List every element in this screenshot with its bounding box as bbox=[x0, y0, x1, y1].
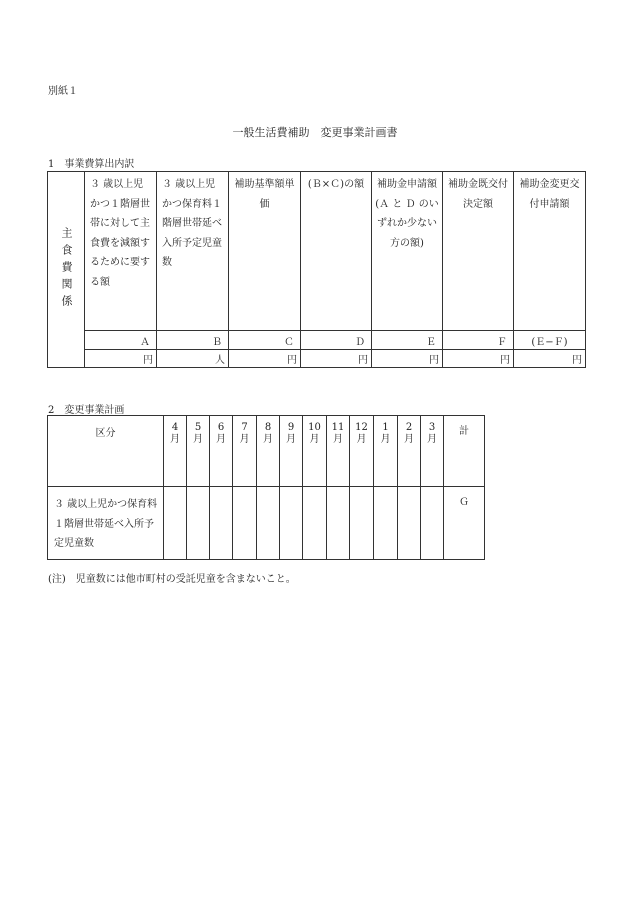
column-header-d: (Ｂ×Ｃ)の額 bbox=[301, 172, 372, 331]
section2-title: 2 変更事業計画 bbox=[48, 405, 125, 416]
month-header-1: 1 月 bbox=[374, 416, 398, 487]
month-header-9: 9 月 bbox=[280, 416, 303, 487]
month-cell bbox=[187, 487, 210, 560]
unit-cell-e: 円 bbox=[372, 350, 443, 368]
category-header: 区分 bbox=[48, 416, 164, 487]
document-title: 一般生活費補助 変更事業計画書 bbox=[232, 126, 398, 139]
column-letter-c: Ｃ bbox=[229, 331, 301, 350]
table-row bbox=[48, 331, 586, 350]
month-header-5: 5 月 bbox=[187, 416, 210, 487]
column-letter-f: Ｆ bbox=[443, 331, 514, 350]
month-header-11: 11 月 bbox=[327, 416, 350, 487]
unit-cell-f: 円 bbox=[443, 350, 514, 368]
month-header-4: 4 月 bbox=[164, 416, 187, 487]
month-cell bbox=[398, 487, 421, 560]
column-letter-d: Ｄ bbox=[301, 331, 372, 350]
column-letter-change: (Ｅ−Ｆ) bbox=[514, 331, 586, 350]
unit-cell-change: 円 bbox=[514, 350, 586, 368]
column-header-b: ３ 歳以上児かつ保育料１階層世帯延べ入所予定児童数 bbox=[157, 172, 229, 331]
month-header-12: 12 月 bbox=[350, 416, 374, 487]
column-letter-a: Ａ bbox=[85, 331, 157, 350]
unit-cell-d: 円 bbox=[301, 350, 372, 368]
month-header-3: 3 月 bbox=[421, 416, 444, 487]
unit-cell-c: 円 bbox=[229, 350, 301, 368]
column-header-c: 補助基準額単価 bbox=[229, 172, 301, 331]
change-plan-table bbox=[47, 415, 485, 560]
month-header-8: 8 月 bbox=[257, 416, 280, 487]
note-text: (注) 児童数には他市町村の受託児童を含まないこと。 bbox=[48, 574, 296, 585]
row-header-label: 主食費関係 bbox=[60, 227, 73, 312]
month-header-6: 6 月 bbox=[210, 416, 233, 487]
month-cell bbox=[350, 487, 374, 560]
attachment-label: 別紙１ bbox=[48, 86, 78, 97]
month-cell bbox=[327, 487, 350, 560]
row-label-children-count: ３ 歳以上児かつ保育料１階層世帯延べ入所予定児童数 bbox=[48, 487, 164, 560]
column-letter-e: Ｅ bbox=[372, 331, 443, 350]
column-header-e: 補助金申請額(Ａ と Ｄ のいずれか少ない方の額) bbox=[372, 172, 443, 331]
column-header-change: 補助金変更交付申請額 bbox=[514, 172, 586, 331]
section1-title: 1 事業費算出内訳 bbox=[48, 159, 135, 170]
table-row bbox=[48, 172, 586, 331]
unit-cell-a: 円 bbox=[85, 350, 157, 368]
month-cell bbox=[374, 487, 398, 560]
table-row bbox=[48, 487, 485, 560]
row-header-cell bbox=[48, 172, 85, 368]
month-cell bbox=[164, 487, 187, 560]
table-row bbox=[48, 350, 586, 368]
month-cell bbox=[233, 487, 257, 560]
month-header-10: 10 月 bbox=[303, 416, 327, 487]
month-cell bbox=[421, 487, 444, 560]
column-letter-b: Ｂ bbox=[157, 331, 229, 350]
month-cell bbox=[280, 487, 303, 560]
total-header: 計 bbox=[444, 416, 485, 487]
table-row bbox=[48, 416, 485, 487]
month-cell bbox=[303, 487, 327, 560]
month-cell bbox=[257, 487, 280, 560]
month-header-7: 7 月 bbox=[233, 416, 257, 487]
expense-breakdown-table bbox=[47, 171, 586, 368]
unit-cell-b: 人 bbox=[157, 350, 229, 368]
month-cell bbox=[210, 487, 233, 560]
total-cell-g: Ｇ bbox=[444, 487, 485, 560]
month-header-2: 2 月 bbox=[398, 416, 421, 487]
column-header-f: 補助金既交付決定額 bbox=[443, 172, 514, 331]
column-header-a: ３ 歳以上児かつ１階層世帯に対して主食費を減額するために要する額 bbox=[85, 172, 157, 331]
